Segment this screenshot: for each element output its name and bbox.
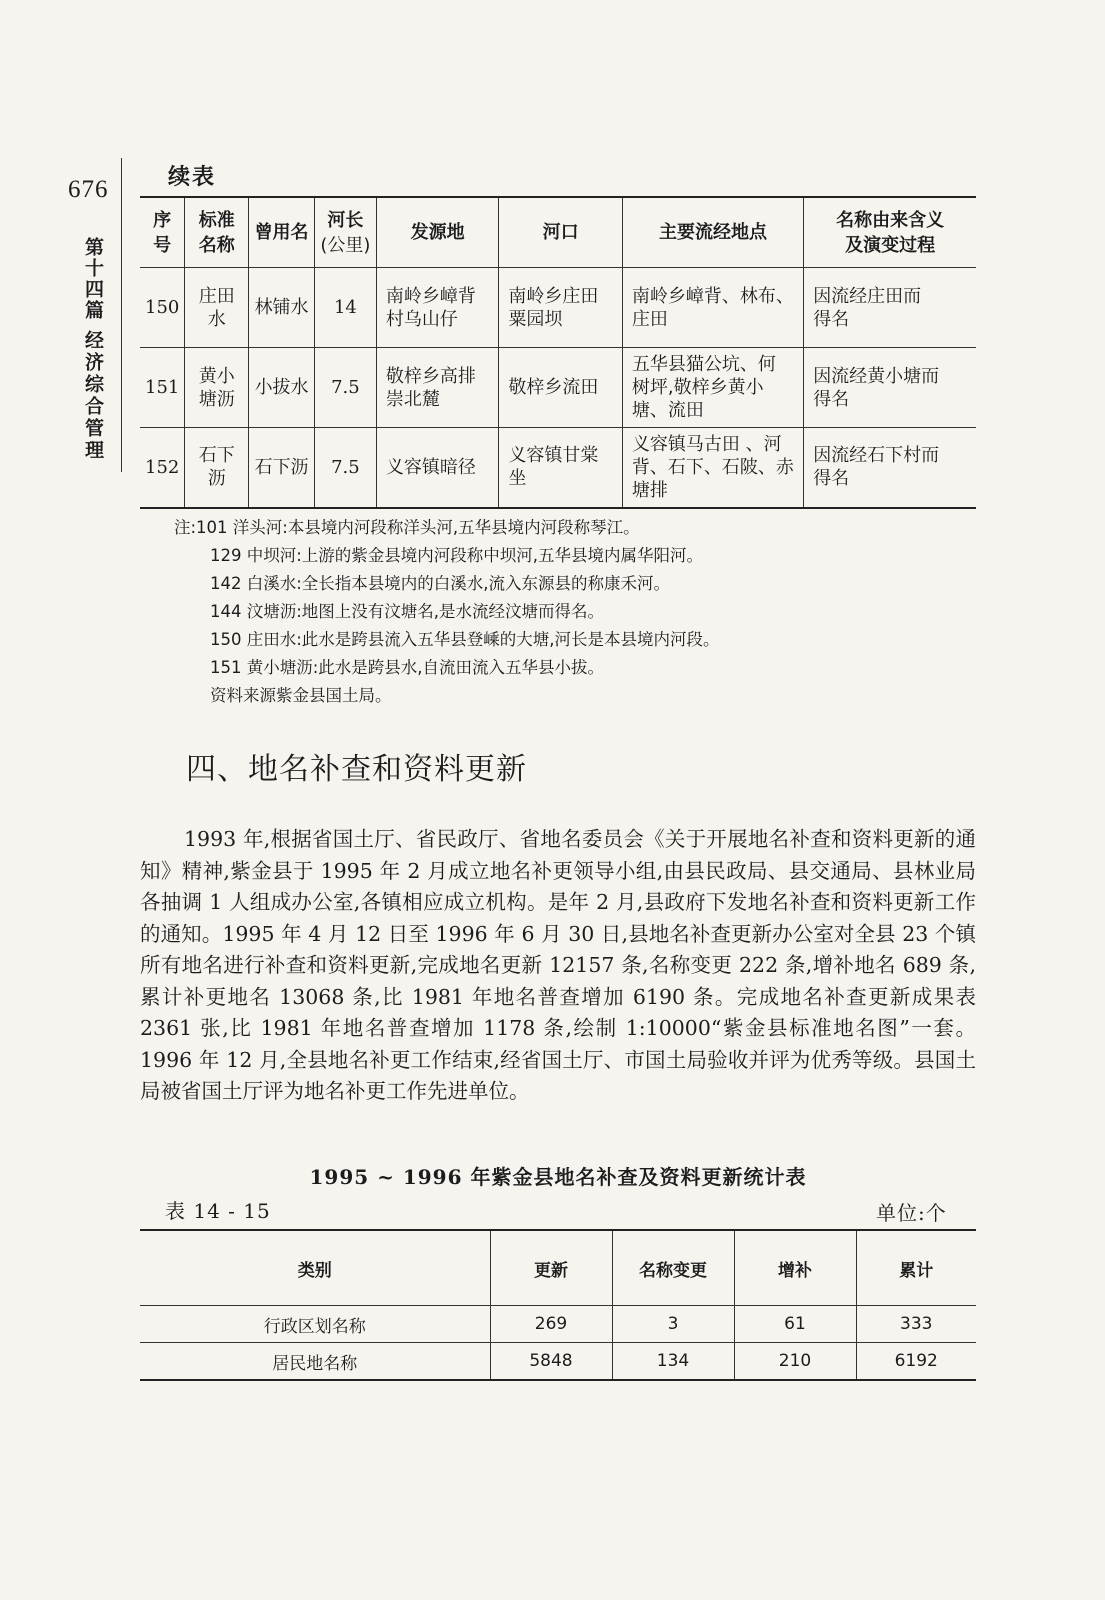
cell-mouth: 南岭乡庄田 粟园坝 [499, 268, 623, 348]
cell-seq: 151 [140, 348, 185, 428]
col-origin: 名称由来含义 及演变过程 [804, 197, 976, 268]
cell-via: 义容镇马古田 、河 背、石下、石陂、赤 塘排 [622, 428, 803, 508]
note-line: 资料来源紫金县国土局。 [210, 686, 392, 705]
cell-origin: 因流经石下村而 得名 [804, 428, 976, 508]
cell-mouth: 义容镇甘棠 坐 [499, 428, 623, 508]
cell-std-name: 石下沥 [185, 428, 249, 508]
cell-category: 行政区划名称 [140, 1306, 490, 1343]
table-notes [174, 514, 934, 710]
cell-length: 7.5 [314, 348, 376, 428]
side-section-title: 第十四篇 [82, 237, 104, 321]
river-table [140, 196, 976, 509]
cell-seq: 150 [140, 268, 185, 348]
body-paragraph: 1993 年,根据省国土厅、省民政厅、省地名委员会《关于开展地名补查和资料更新的通知》精神,紫金县于 1995 年 2 月成立地名补更领导小组,由县民政局、县交通局、县林业局各抽调 1 人组成办公室,各镇相应成立机构。是年 2 月,县政府下发地名补查和资料更新工作的通知。1995 年 4 月 12 日至 1996 年 6 月 30 日,县地名补查更新办公室对全县 23 个镇所有地名进行补查和资料更新,完成地名更新 12157 条,名称变更 222 条,增补地名 689 条,累计补更地名 13068 条,比 1981 年地名普查增加 6190 条。完成地名补查更新成果表 2361 张,比 1981 年地名普查增加 1178 条,绘制 1:10000“紫金县标准地名图”一套。1996 年 12 月,全县地名补更工作结束,经省国土厅、市国土局验收并评为优秀等级。县国土局被省国土厅评为地名补更工作先进单位。 [140, 827, 976, 1103]
side-chapter-title: 经济综合管理 [82, 330, 104, 462]
cell-via: 五华县猫公坑、何 树坪,敬梓乡黄小 塘、流田 [622, 348, 803, 428]
table-row [140, 428, 976, 508]
cell-source: 南岭乡嶂背 村乌山仔 [376, 268, 499, 348]
table-row [140, 1306, 976, 1343]
cell-source: 敬梓乡高排 崇北麓 [376, 348, 499, 428]
col-via: 主要流经地点 [622, 197, 803, 268]
cell-former-name: 石下沥 [249, 428, 315, 508]
col-seq: 序号 [140, 197, 185, 268]
cell-length: 7.5 [314, 428, 376, 508]
section-heading: 四、地名补查和资料更新 [186, 752, 527, 787]
cell-renamed: 3 [612, 1306, 734, 1343]
cell-total: 333 [856, 1306, 976, 1343]
side-rule [121, 158, 122, 472]
cell-via: 南岭乡嶂背、林布、 庄田 [622, 268, 803, 348]
cell-renamed: 134 [612, 1343, 734, 1381]
note-line: 144 汶塘沥:地图上没有汶塘名,是水流经汶塘而得名。 [210, 602, 605, 621]
cell-std-name: 黄小 塘沥 [185, 348, 249, 428]
cell-total: 6192 [856, 1343, 976, 1381]
col-updated: 更新 [490, 1230, 612, 1306]
stats-table-title: 1995 ~ 1996 年紫金县地名补查及资料更新统计表 [309, 1165, 807, 1189]
col-source: 发源地 [376, 197, 499, 268]
cell-added: 61 [734, 1306, 856, 1343]
col-added: 增补 [734, 1230, 856, 1306]
cell-mouth: 敬梓乡流田 [499, 348, 623, 428]
cell-former-name: 小拔水 [249, 348, 315, 428]
cell-origin: 因流经庄田而 得名 [804, 268, 976, 348]
note-line: 129 中坝河:上游的紫金县境内河段称中坝河,五华县境内属华阳河。 [210, 546, 704, 565]
stats-table-code: 表 14 - 15 [165, 1199, 271, 1223]
river-table-header-row [140, 197, 976, 268]
col-former-name: 曾用名 [249, 197, 315, 268]
table-row [140, 268, 976, 348]
cell-source: 义容镇暗径 [376, 428, 499, 508]
note-line: 142 白溪水:全长指本县境内的白溪水,流入东源县的称康禾河。 [210, 574, 671, 593]
cell-origin: 因流经黄小塘而 得名 [804, 348, 976, 428]
cell-former-name: 林铺水 [249, 268, 315, 348]
note-line: 151 黄小塘沥:此水是跨县水,自流田流入五华县小拔。 [210, 658, 605, 677]
col-total: 累计 [856, 1230, 976, 1306]
col-std-name: 标准 名称 [185, 197, 249, 268]
col-mouth: 河口 [499, 197, 623, 268]
stats-table [140, 1229, 976, 1381]
cell-seq: 152 [140, 428, 185, 508]
table-row [140, 1343, 976, 1381]
page-number: 676 [68, 176, 109, 203]
cell-length: 14 [314, 268, 376, 348]
table-row [140, 348, 976, 428]
continued-label: 续表 [168, 164, 217, 190]
stats-header-row [140, 1230, 976, 1306]
note-line: 注:101 洋头河:本县境内河段称洋头河,五华县境内河段称琴江。 [174, 518, 640, 537]
col-renamed: 名称变更 [612, 1230, 734, 1306]
note-line: 150 庄田水:此水是跨县流入五华县登嵊的大塘,河长是本县境内河段。 [210, 630, 720, 649]
stats-table-unit: 单位:个 [876, 1201, 947, 1225]
cell-updated: 5848 [490, 1343, 612, 1381]
cell-added: 210 [734, 1343, 856, 1381]
cell-updated: 269 [490, 1306, 612, 1343]
col-length: 河长 (公里) [314, 197, 376, 268]
cell-std-name: 庄田水 [185, 268, 249, 348]
col-category: 类别 [140, 1230, 490, 1306]
cell-category: 居民地名称 [140, 1343, 490, 1381]
